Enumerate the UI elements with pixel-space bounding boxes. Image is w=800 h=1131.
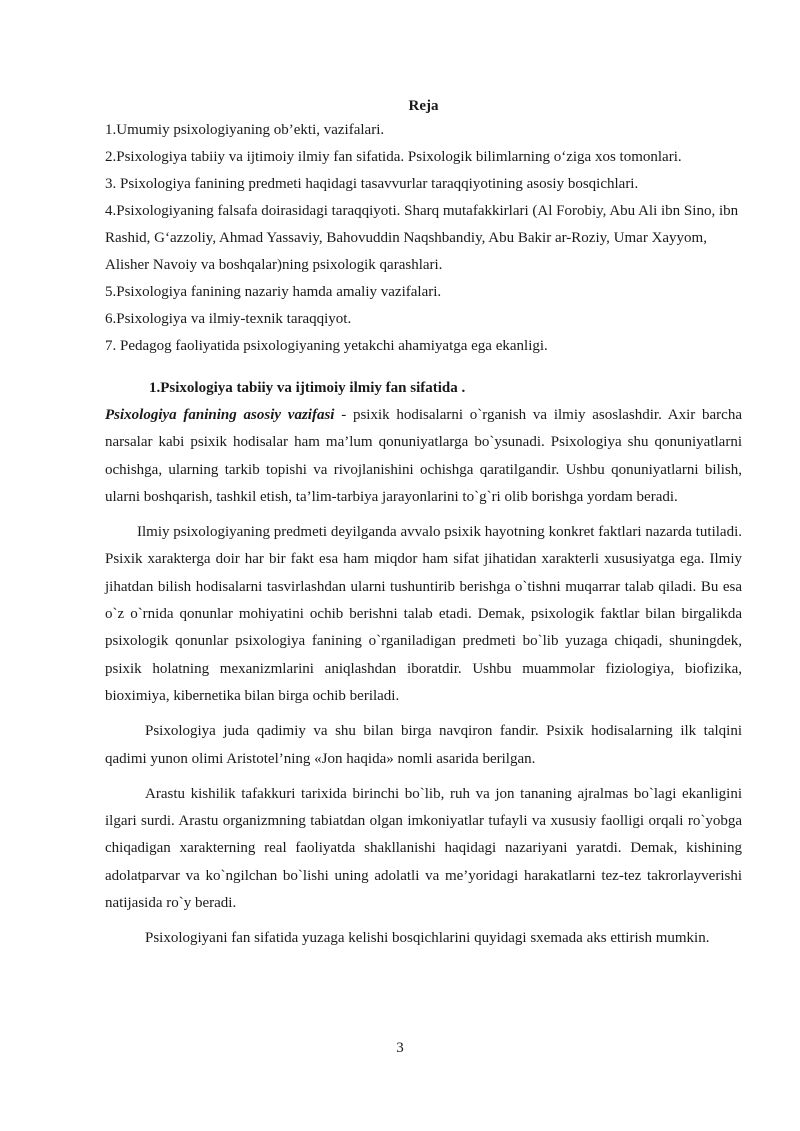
page-number: 3: [396, 1040, 404, 1056]
plan-item: 4.Psixologiyaning falsafa doirasidagi taraqqiyoti. Sharq mutafakkirlari (Al Forobiy, Abu Ali ibn Sino, ibn Rashid, G‘azzoliy, Ahmad Yassaviy, Bahovuddin Naqshbandiy, Abu Bakir ar-Roziy, Umar Xayyom, Alisher Navoiy va boshqalar)ning psixologik qarashlari.: [105, 203, 739, 273]
plan-item: 6.Psixologiya va ilmiy-texnik taraqqiyot.: [105, 311, 352, 327]
key-term: Psixologiya fanining asosiy vazifasi: [105, 407, 335, 423]
plan-item: 3. Psixologiya fanining predmeti haqidagi tasavvurlar taraqqiyotining asosiy bosqichlari.: [105, 176, 639, 192]
page-title: Reja: [408, 98, 439, 114]
paragraph-1: [105, 402, 742, 511]
paragraph-1-text: - psixik hodisalarni o`rganish va ilmiy asoslashdir. Axir barcha narsalar kabi psixik hodisalar ham ma’lum qonuniyatlarga bo`ysunadi. Psixologiya shu qonuniyatlarni ochishga, ularning tarkib topishi va rivojlanishini ochishga qaratilgandir. Ushbu qonuniyatlarni bilish, ularni boshqarish, tashkil etish, ta’lim-tarbiya jarayonlarini to`g`ri olib borishga yordam beradi.: [105, 407, 742, 505]
paragraph-4: Arastu kishilik tafakkuri tarixida birinchi bo`lib, ruh va jon tananing ajralmas bo`lagi ekanligini ilgari surdi. Arastu organizmning tabiatdan olgan imkoniyatlar tufayli va xususiy faolligi orqali ro`yobga chiqadigan xarakterning real faoliyatda shakllanishi haqidagi nazariyani yaratdi. Demak, kishining adolatparvar va ko`ngilchan bo`lishi uning adolatli va me’yoridagi harakatlarni tez-tez takrorlayverishi natijasida ro`y beradi.: [105, 785, 742, 912]
paragraph-3: Psixologiya juda qadimiy va shu bilan birga navqiron fandir. Psixik hodisalarning ilk talqini qadimi yunon olimi Aristotel’ning «Jon haqida» nomli asarida berilgan.: [105, 723, 742, 767]
plan-item: 1.Umumiy psixologiyaning ob’ekti, vazifalari.: [105, 122, 385, 138]
document-page: [105, 96, 742, 961]
plan-item: 7. Pedagog faoliyatida psixologiyaning yetakchi ahamiyatga ega ekanligi.: [105, 338, 548, 354]
section-heading: 1.Psixologiya tabiiy va ijtimoiy ilmiy fan sifatida .: [149, 380, 466, 396]
plan-item: 2.Psixologiya tabiiy va ijtimoiy ilmiy fan sifatida. Psixologik bilimlarning o‘ziga xos tomonlari.: [105, 149, 682, 165]
plan-item: 5.Psixologiya fanining nazariy hamda amaliy vazifalari.: [105, 284, 442, 300]
paragraph-2: Ilmiy psixologiyaning predmeti deyilganda avvalo psixik hayotning konkret faktlari nazarda tutiladi. Psixik xarakterga doir har bir fakt esa ham miqdor ham sifat jihatidan xarakterli xususiyatga ega. Ilmiy jihatdan bilish hodisalarni tasvirlashdan ularni tushuntirib berishga o`tishni muqarrar talab qiladi. Bu esa o`z o`rnida qonunlar mohiyatini ochib berishni talab etadi. Demak, psixologik faktlar bilan birgalikda psixologik qonunlar psixologiya fanining o`rganiladigan predmeti bo`lib yuzaga chiqadi, shuningdek, psixik holatning mexanizmlarini aniqlashdan iboratdir. Ushbu muammolar fiziologiya, biofizika, bioximiya, kibernetika bilan birga ochib beriladi.: [105, 524, 742, 704]
plan-list: [105, 117, 742, 360]
paragraph-5: Psixologiyani fan sifatida yuzaga kelishi bosqichlarini quyidagi sxemada aks ettirish mumkin.: [145, 930, 710, 947]
